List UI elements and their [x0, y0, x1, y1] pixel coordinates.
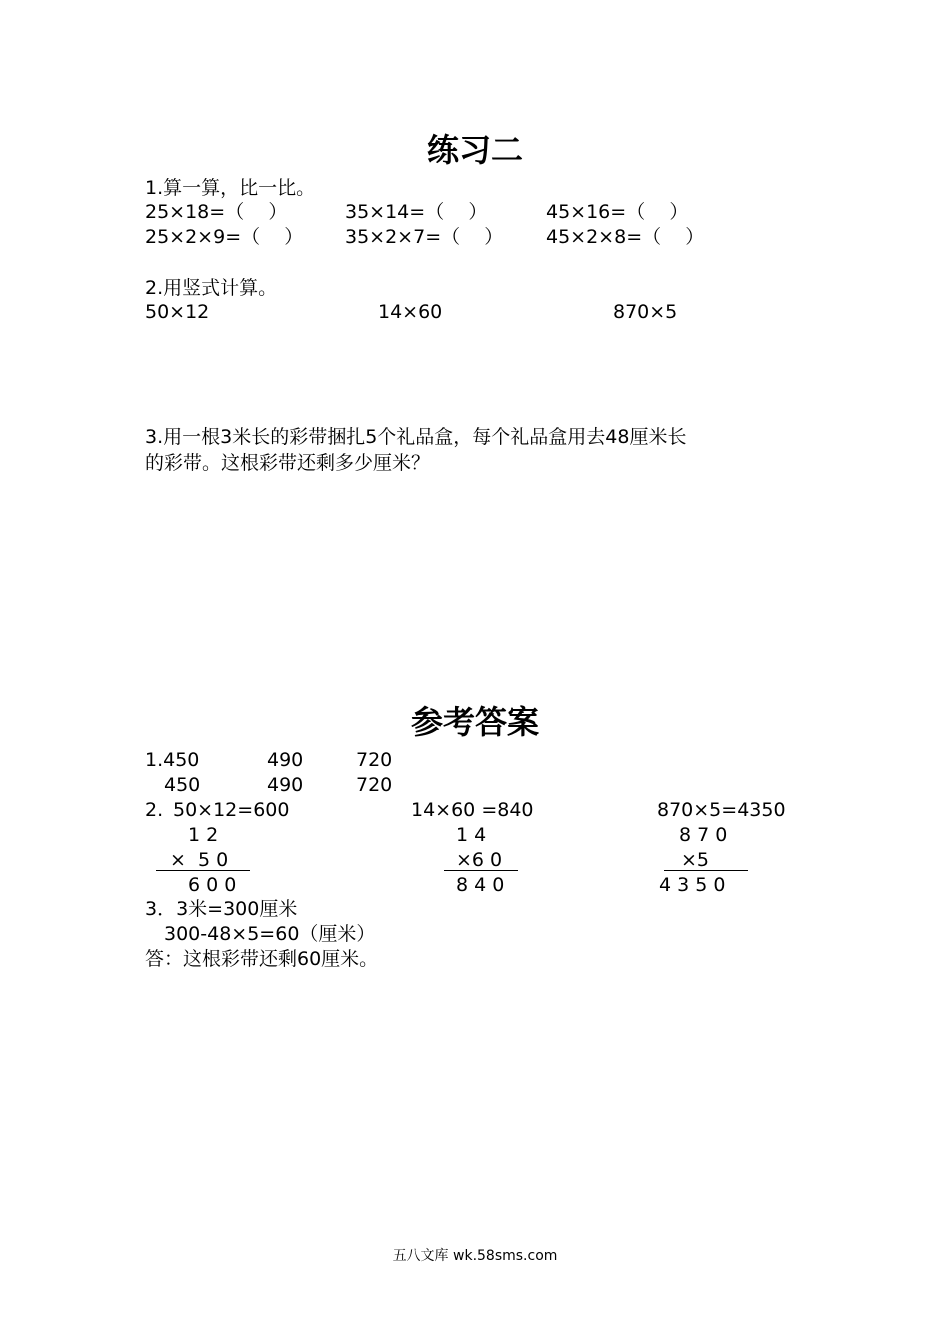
q1-heading: 1.算一算，比一比。	[145, 177, 316, 199]
a2-equation: 870×5=4350	[657, 799, 786, 821]
a1-item: 720	[356, 749, 393, 771]
calc-multiplier: ×6 0	[456, 849, 503, 871]
q1-item: 25×2×9=（ ）	[145, 226, 304, 248]
a2-label: 2.	[145, 799, 164, 821]
a1-item: 450	[164, 774, 201, 796]
calc-rule	[664, 870, 748, 871]
q3-text: 3.用一根3米长的彩带捆扎5个礼品盒，每个礼品盒用去48厘米长	[145, 426, 687, 448]
calc-result: 6 0 0	[188, 874, 237, 896]
a1-item: 720	[356, 774, 393, 796]
q2-heading: 2.用竖式计算。	[145, 277, 278, 299]
calc-result: 4 3 5 0	[659, 874, 726, 896]
calc-top: 1 2	[188, 824, 219, 846]
q1-item: 45×2×8=（ ）	[546, 226, 705, 248]
q1-item: 45×16=（ ）	[546, 201, 689, 223]
a2-equation: 50×12=600	[173, 799, 290, 821]
a2-equation: 14×60 =840	[411, 799, 534, 821]
q2-item: 870×5	[613, 301, 678, 323]
calc-top: 8 7 0	[679, 824, 728, 846]
calc-multiplier: ×5	[681, 849, 710, 871]
calc-multiplier: × 5 0	[170, 849, 229, 871]
q1-item: 25×18=（ ）	[145, 201, 288, 223]
q1-item: 35×2×7=（ ）	[345, 226, 504, 248]
calc-rule	[156, 870, 250, 871]
a3-text: 3．3米=300厘米	[145, 898, 298, 920]
q2-item: 50×12	[145, 301, 210, 323]
a3-text: 300-48×5=60（厘米）	[164, 923, 376, 945]
q3-text: 的彩带。这根彩带还剩多少厘米？	[145, 452, 431, 474]
exercise-title: 练习二	[426, 131, 523, 169]
a1-item: 1.450	[145, 749, 200, 771]
a1-item: 490	[267, 774, 304, 796]
a3-text: 答：这根彩带还剩60厘米。	[145, 948, 379, 970]
calc-rule	[444, 870, 518, 871]
q1-item: 35×14=（ ）	[345, 201, 488, 223]
answers-title: 参考答案	[410, 703, 539, 741]
calc-top: 1 4	[456, 824, 487, 846]
footer-watermark: 五八文库 wk.58sms.com	[392, 1248, 558, 1264]
calc-result: 8 4 0	[456, 874, 505, 896]
a1-item: 490	[267, 749, 304, 771]
q2-item: 14×60	[378, 301, 443, 323]
